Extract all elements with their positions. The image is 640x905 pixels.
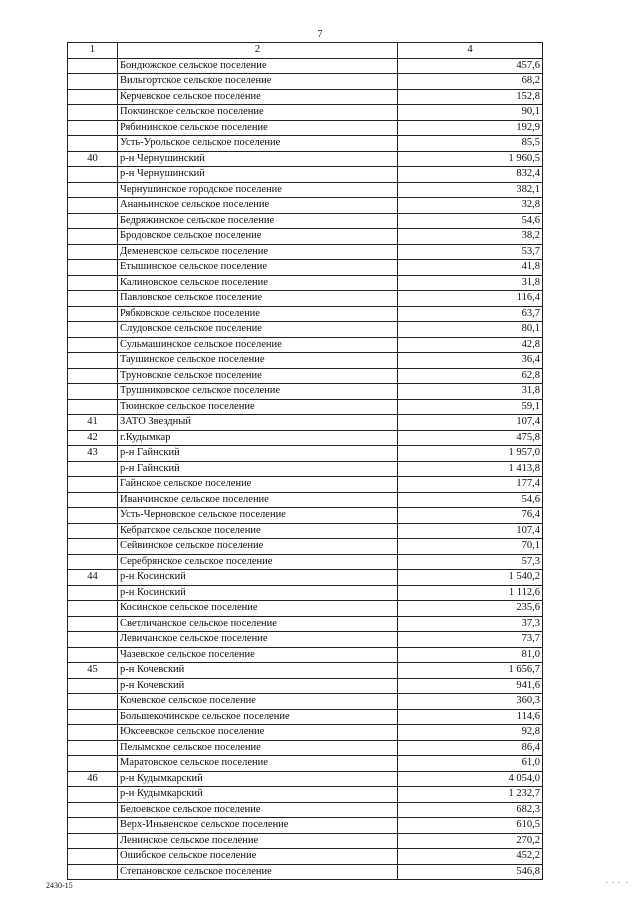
table-row (68, 539, 543, 555)
table-row (68, 120, 543, 136)
row-number (68, 198, 118, 214)
row-value: 1 960,5 (398, 151, 543, 167)
row-value: 152,8 (398, 89, 543, 105)
row-number (68, 322, 118, 338)
row-value: 68,2 (398, 74, 543, 90)
row-value: 57,3 (398, 554, 543, 570)
table-row (68, 647, 543, 663)
row-value: 192,9 (398, 120, 543, 136)
row-value: 107,4 (398, 415, 543, 431)
row-value: 53,7 (398, 244, 543, 260)
table-row (68, 136, 543, 152)
row-name: Левичанское сельское поселение (118, 632, 398, 648)
row-value: 682,3 (398, 802, 543, 818)
row-name: Чазевское сельское поселение (118, 647, 398, 663)
row-value: 270,2 (398, 833, 543, 849)
row-value: 42,8 (398, 337, 543, 353)
row-value: 1 957,0 (398, 446, 543, 462)
row-name: Сейвинское сельское поселение (118, 539, 398, 555)
row-number: 43 (68, 446, 118, 462)
table-row (68, 415, 543, 431)
table-row (68, 399, 543, 415)
row-number (68, 492, 118, 508)
row-name: Сульмашинское сельское поселение (118, 337, 398, 353)
table-row (68, 756, 543, 772)
row-number (68, 849, 118, 865)
row-name: Ошибское сельское поселение (118, 849, 398, 865)
row-name: Павловское сельское поселение (118, 291, 398, 307)
row-number (68, 601, 118, 617)
table-row (68, 198, 543, 214)
table-row (68, 523, 543, 539)
row-value: 546,8 (398, 864, 543, 880)
row-value: 54,6 (398, 213, 543, 229)
row-value: 86,4 (398, 740, 543, 756)
row-value: 941,6 (398, 678, 543, 694)
row-number (68, 384, 118, 400)
row-number (68, 523, 118, 539)
header-col-value: 4 (398, 43, 543, 59)
row-number (68, 306, 118, 322)
row-name: Серебрянское сельское поселение (118, 554, 398, 570)
row-name: Верх-Иньвенское сельское поселение (118, 818, 398, 834)
row-number: 44 (68, 570, 118, 586)
table-row (68, 802, 543, 818)
table-row (68, 725, 543, 741)
row-name: Калиновское сельское поселение (118, 275, 398, 291)
table-row (68, 260, 543, 276)
row-number (68, 787, 118, 803)
row-name: Етышинское сельское поселение (118, 260, 398, 276)
row-name: р-н Гайнский (118, 446, 398, 462)
table-row (68, 384, 543, 400)
table-row (68, 570, 543, 586)
row-number (68, 182, 118, 198)
table-row (68, 89, 543, 105)
row-number (68, 353, 118, 369)
row-name: Ананьинское сельское поселение (118, 198, 398, 214)
row-value: 31,8 (398, 384, 543, 400)
row-number (68, 833, 118, 849)
row-number (68, 89, 118, 105)
row-number (68, 74, 118, 90)
table-row (68, 616, 543, 632)
row-name: Слудовское сельское поселение (118, 322, 398, 338)
row-name: р-н Гайнский (118, 461, 398, 477)
table-row (68, 601, 543, 617)
row-name: р-н Кудымкарский (118, 771, 398, 787)
row-name: Рябковское сельское поселение (118, 306, 398, 322)
row-number (68, 554, 118, 570)
row-name: Иванчинское сельское поселение (118, 492, 398, 508)
row-value: 85,5 (398, 136, 543, 152)
table-row (68, 213, 543, 229)
row-name: р-н Кочевский (118, 663, 398, 679)
row-number (68, 105, 118, 121)
table-row (68, 430, 543, 446)
table-row (68, 771, 543, 787)
row-value: 90,1 (398, 105, 543, 121)
table-header-row (68, 43, 543, 59)
table-row (68, 182, 543, 198)
table-row (68, 322, 543, 338)
row-number (68, 678, 118, 694)
table-row (68, 492, 543, 508)
row-number (68, 167, 118, 183)
row-number (68, 616, 118, 632)
row-number (68, 291, 118, 307)
row-value: 1 656,7 (398, 663, 543, 679)
table-row (68, 446, 543, 462)
row-number (68, 136, 118, 152)
row-value: 31,8 (398, 275, 543, 291)
table-row (68, 694, 543, 710)
row-number (68, 756, 118, 772)
row-name: Усть-Черновское сельское поселение (118, 508, 398, 524)
row-value: 610,5 (398, 818, 543, 834)
row-name: Трушниковское сельское поселение (118, 384, 398, 400)
row-name: Тюинское сельское поселение (118, 399, 398, 415)
row-name: Вильгортское сельское поселение (118, 74, 398, 90)
row-value: 116,4 (398, 291, 543, 307)
row-name: р-н Косинский (118, 570, 398, 586)
row-value: 76,4 (398, 508, 543, 524)
row-value: 61,0 (398, 756, 543, 772)
row-value: 38,2 (398, 229, 543, 245)
row-name: Бедряжинское сельское поселение (118, 213, 398, 229)
row-value: 92,8 (398, 725, 543, 741)
row-number (68, 694, 118, 710)
row-number (68, 229, 118, 245)
row-number (68, 818, 118, 834)
row-number (68, 585, 118, 601)
page-number: 7 (317, 29, 323, 40)
row-number (68, 864, 118, 880)
row-number (68, 461, 118, 477)
row-name: Труновское сельское поселение (118, 368, 398, 384)
row-number: 42 (68, 430, 118, 446)
header-col-number: 1 (68, 43, 118, 59)
table-row (68, 58, 543, 74)
row-number: 45 (68, 663, 118, 679)
row-name: Белоевское сельское поселение (118, 802, 398, 818)
table-row (68, 244, 543, 260)
table-row (68, 709, 543, 725)
row-value: 41,8 (398, 260, 543, 276)
row-number (68, 213, 118, 229)
table-row (68, 461, 543, 477)
row-value: 177,4 (398, 477, 543, 493)
table-row (68, 864, 543, 880)
document-code: 2430-15 (46, 881, 73, 890)
table-row (68, 167, 543, 183)
table-row (68, 508, 543, 524)
row-name: Покчинское сельское поселение (118, 105, 398, 121)
table-row (68, 151, 543, 167)
row-number: 40 (68, 151, 118, 167)
row-name: р-н Кочевский (118, 678, 398, 694)
row-name: Маратовское сельское поселение (118, 756, 398, 772)
table-row (68, 275, 543, 291)
row-value: 73,7 (398, 632, 543, 648)
scan-mark: . . . . (606, 876, 628, 885)
row-name: р-н Чернушинский (118, 151, 398, 167)
row-name: Деменевское сельское поселение (118, 244, 398, 260)
row-name: р-н Чернушинский (118, 167, 398, 183)
table-row (68, 740, 543, 756)
row-name: Бондюжское сельское поселение (118, 58, 398, 74)
table-row (68, 833, 543, 849)
table-row (68, 632, 543, 648)
header-col-name: 2 (118, 43, 398, 59)
row-value: 382,1 (398, 182, 543, 198)
table-row (68, 663, 543, 679)
row-name: Пелымское сельское поселение (118, 740, 398, 756)
row-number (68, 709, 118, 725)
row-name: р-н Кудымкарский (118, 787, 398, 803)
table-row (68, 229, 543, 245)
row-value: 1 112,6 (398, 585, 543, 601)
row-value: 1 232,7 (398, 787, 543, 803)
row-value: 80,1 (398, 322, 543, 338)
allocation-table (67, 42, 543, 880)
table-row (68, 585, 543, 601)
table-row (68, 291, 543, 307)
row-number (68, 508, 118, 524)
row-number (68, 632, 118, 648)
row-number (68, 275, 118, 291)
row-name: г.Кудымкар (118, 430, 398, 446)
row-value: 475,8 (398, 430, 543, 446)
table-row (68, 849, 543, 865)
row-name: Керчевское сельское поселение (118, 89, 398, 105)
row-value: 36,4 (398, 353, 543, 369)
row-value: 63,7 (398, 306, 543, 322)
row-number (68, 368, 118, 384)
row-value: 457,6 (398, 58, 543, 74)
row-value: 107,4 (398, 523, 543, 539)
table-row (68, 105, 543, 121)
table-row (68, 818, 543, 834)
row-number (68, 337, 118, 353)
row-value: 452,2 (398, 849, 543, 865)
row-name: Рябининское сельское поселение (118, 120, 398, 136)
row-name: Кочевское сельское поселение (118, 694, 398, 710)
row-value: 360,3 (398, 694, 543, 710)
row-number (68, 802, 118, 818)
row-number (68, 399, 118, 415)
row-number (68, 244, 118, 260)
row-number (68, 647, 118, 663)
row-name: Большекочинское сельское поселение (118, 709, 398, 725)
row-value: 62,8 (398, 368, 543, 384)
row-name: Кебратское сельское поселение (118, 523, 398, 539)
row-number (68, 477, 118, 493)
row-number (68, 260, 118, 276)
row-name: Бродовское сельское поселение (118, 229, 398, 245)
row-name: Ленинское сельское поселение (118, 833, 398, 849)
row-number (68, 120, 118, 136)
row-number: 46 (68, 771, 118, 787)
row-name: Таушинское сельское поселение (118, 353, 398, 369)
row-value: 1 413,8 (398, 461, 543, 477)
table-row (68, 678, 543, 694)
table-row (68, 306, 543, 322)
row-name: Чернушинское городское поселение (118, 182, 398, 198)
row-name: ЗАТО Звездный (118, 415, 398, 431)
table-row (68, 477, 543, 493)
row-name: Гайнское сельское поселение (118, 477, 398, 493)
row-value: 114,6 (398, 709, 543, 725)
row-value: 32,8 (398, 198, 543, 214)
row-value: 4 054,0 (398, 771, 543, 787)
row-name: р-н Косинский (118, 585, 398, 601)
row-value: 70,1 (398, 539, 543, 555)
row-value: 235,6 (398, 601, 543, 617)
row-value: 37,3 (398, 616, 543, 632)
row-value: 54,6 (398, 492, 543, 508)
table-row (68, 353, 543, 369)
row-value: 81,0 (398, 647, 543, 663)
row-name: Юксеевское сельское поселение (118, 725, 398, 741)
row-number: 41 (68, 415, 118, 431)
row-value: 832,4 (398, 167, 543, 183)
row-value: 1 540,2 (398, 570, 543, 586)
row-number (68, 58, 118, 74)
row-number (68, 740, 118, 756)
table-row (68, 554, 543, 570)
table-row (68, 787, 543, 803)
table-row (68, 337, 543, 353)
row-name: Степановское сельское поселение (118, 864, 398, 880)
row-value: 59,1 (398, 399, 543, 415)
row-number (68, 539, 118, 555)
row-name: Усть-Урольское сельское поселение (118, 136, 398, 152)
row-name: Косинское сельское поселение (118, 601, 398, 617)
table-row (68, 74, 543, 90)
row-name: Светличанское сельское поселение (118, 616, 398, 632)
row-number (68, 725, 118, 741)
table-row (68, 368, 543, 384)
